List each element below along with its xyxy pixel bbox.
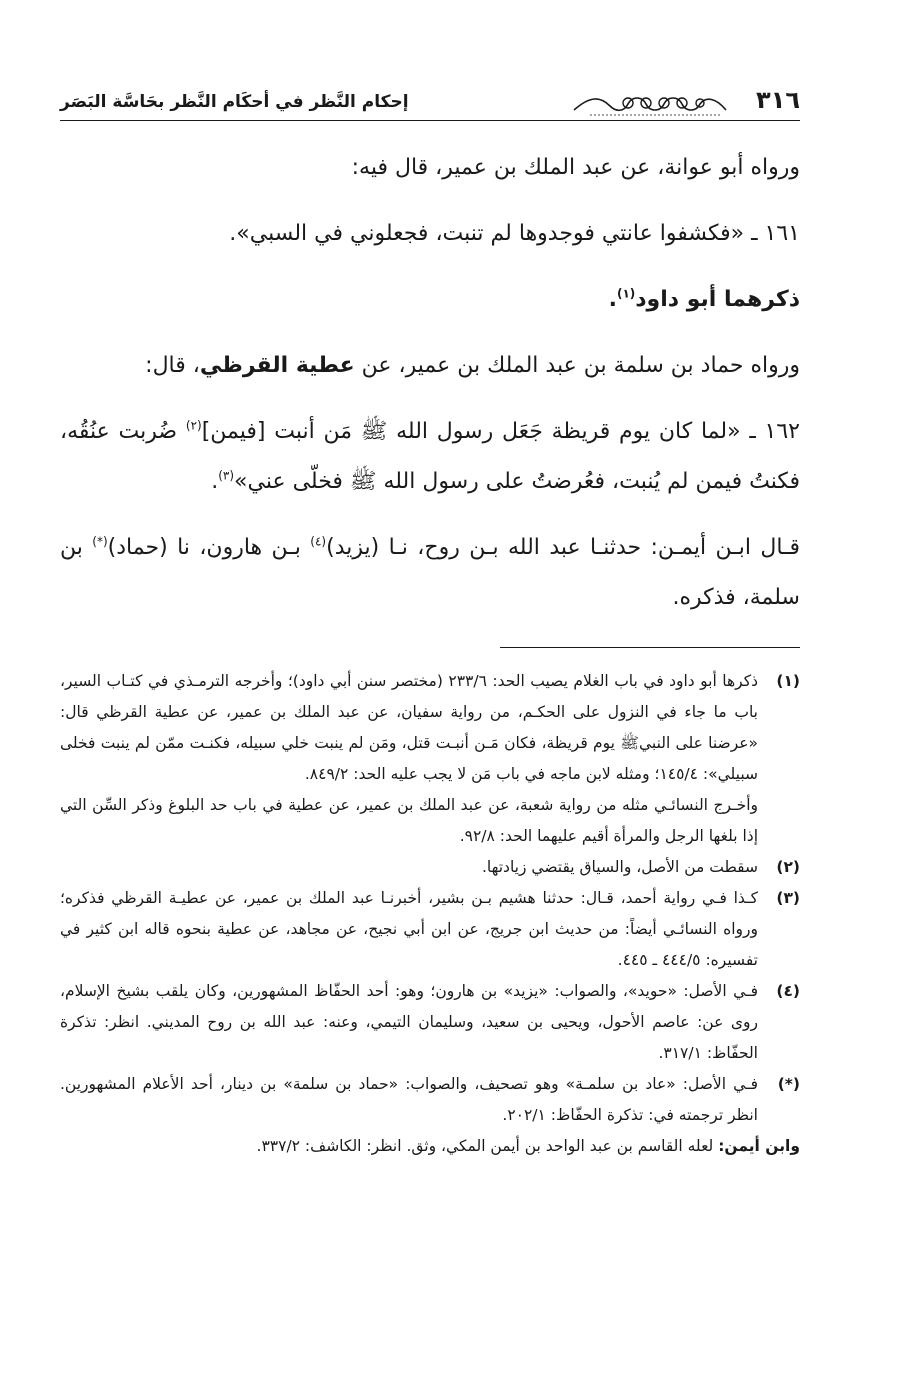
paragraph-6-start: قـال ابـن أيمـن: حدثنـا عبد الله بـن روح، نـا (يزيد): [326, 535, 800, 560]
footnote-text: فـي الأصل: «عاد بن سلمـة» وهو تصحيف، والصواب: «حماد بن سلمة» بن دينار، أحد الأعلام المشهورين. انظر ترجمته في: تذكرة الحفّاظ: ٢٠٢/١.: [60, 1075, 758, 1124]
footnote-marker: (٣): [776, 889, 800, 907]
footnote-tail-bold: وابن أيمن:: [718, 1137, 800, 1155]
paragraph-3-text: ذكرهما أبو داود: [635, 287, 800, 312]
footnote-3: [60, 883, 800, 976]
paragraph-4-bold: عطية القرظي: [199, 353, 355, 378]
footnote-ref: (٤): [310, 534, 327, 549]
footnote-ref: (٢): [185, 418, 202, 433]
footnote-divider: [500, 647, 800, 648]
footnote-ref: (*): [92, 534, 108, 549]
footnote-ref: (٣): [218, 468, 235, 483]
footnote-text: ذكرها أبو داود في باب الغلام يصيب الحد: ٢٣٣/٦ (مختصر سنن أبي داود)؛ وأخرجه الترمـذي في كتـاب السير، باب ما جاء في النزول على الحكـم، من رواية سفيان، عن عبد الملك بن عمير، عن عطية القرظي قال: «عرضنا على النبيﷺ يوم قريظة، فكان مَـن أنبـت قتل، ومَن لم ينبت خلي سبيله، فكنـت ممّن لم ينبت فخلى سبيلي»: ١٤٥/٤؛ ومثله لابن ماجه في باب مَن لا يجب عليه الحد: ٨٤٩/٢.: [60, 672, 758, 783]
paragraph-6: [60, 523, 800, 623]
footnote-text: سقطت من الأصل، والسياق يقتضي زيادتها.: [481, 858, 758, 876]
footnote-tail-text: لعله القاسم بن عبد الواحد بن أيمن المكي، وثق. انظر: الكاشف: ٣٣٧/٢.: [256, 1137, 719, 1155]
hadith-161: ١٦١ ـ «فكشفوا عانتي فوجدوها لم تنبت، فجعلوني في السبي».: [229, 221, 800, 246]
page-header: [60, 74, 800, 121]
footnote-star: [60, 1069, 800, 1131]
footnote-marker: (٢): [776, 858, 800, 876]
footnote-marker: (٤): [776, 982, 800, 1000]
footnote-text: كـذا فـي رواية أحمد، قـال: حدثنا هشيم بـن بشير، أخبرنـا عبد الملك بن عمير، عن عطيـة القرظي فذكره؛ ورواه النسائـي أيضاً: من حديث ابن جريج، عن ابن أبي نجيح، عن مجاهد، عن عطية بنحوه قاله ابن كثير في تفسيره: ٤٤٤/٥ ـ ٤٤٥.: [60, 889, 758, 969]
footnote-text: وأخـرج النسائـي مثله من رواية شعبة، عن عبد الملك بن عمير، عن عطية في باب حد البلوغ وذكر السِّن التي إذا بلغها الرجل والمرأة أقيم عليهما الحد: ٩٢/٨.: [60, 796, 758, 845]
footnote-marker: (*): [777, 1075, 800, 1093]
hadith-162-mid: ضُربت عنُقُه، فكنتُ فيمن لم يُنبت، فعُرضتُ على رسول الله ﷺ فخلّى عني»: [60, 419, 800, 494]
hadith-162-end: .: [211, 469, 219, 494]
running-head: إحكام النَّظر في أحكَام النَّظر بحَاسَّة البَصَر: [60, 92, 409, 112]
footnote-marker: (١): [776, 672, 800, 690]
paragraph-4-end: ، قال:: [145, 353, 200, 378]
paragraph-4: [60, 341, 800, 391]
footnote-text: فـي الأصل: «حويد»، والصواب: «يزيد» بن هارون؛ وهو: أحد الحفّاظ المشهورين، وكان يلقب بشيخ الإسلام، روى عن: عاصم الأحول، ويحيى بن سعيد، وسليمان التيمي، وعنه: عبد الله بن روح المديني. انظر: تذكرة الحفّاظ: ٣١٧/١.: [60, 982, 758, 1062]
footnotes: [60, 666, 800, 1162]
hadith-162-start: ١٦٢ ـ «لما كان يوم قريظة جَعَل رسول الله ﷺ مَن أنبت [فيمن]: [201, 419, 800, 444]
paragraph-3-end: .: [608, 287, 617, 312]
paragraph-6-mid: بـن هارون، نا (حماد): [107, 535, 311, 560]
page-number: ٣١٦: [756, 86, 800, 114]
hadith-162: [60, 407, 800, 507]
paragraph-1: ورواه أبو عوانة، عن عبد الملك بن عمير، قال فيه:: [351, 155, 800, 180]
paragraph-6-end: بن سلمة، فذكره.: [60, 535, 800, 610]
footnote-2: [60, 852, 800, 883]
footnote-1: [60, 666, 800, 852]
footnote-ref: (١): [616, 286, 636, 301]
footnote-tail: [60, 1131, 800, 1162]
paragraph-3: [60, 275, 800, 325]
book-page: [60, 74, 800, 1364]
paragraph-4-start: ورواه حماد بن سلمة بن عبد الملك بن عمير، عن: [354, 353, 800, 378]
ornament-icon: [570, 88, 730, 118]
main-text: [60, 143, 800, 623]
footnote-4: [60, 976, 800, 1069]
